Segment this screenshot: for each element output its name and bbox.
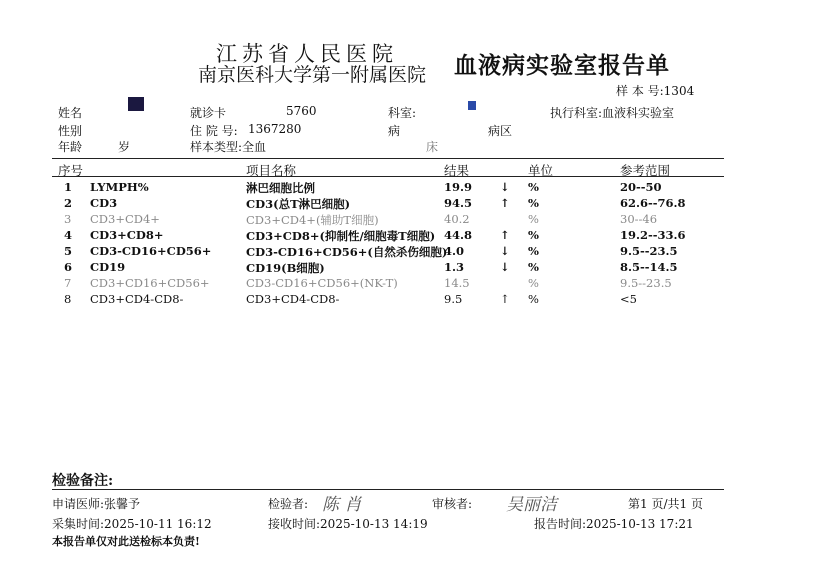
row-seq: 8 xyxy=(64,292,72,306)
executing-department: 执行科室:血液科实验室 xyxy=(550,106,675,120)
redaction-block xyxy=(128,97,144,111)
tester-label: 检验者: xyxy=(268,497,309,511)
row-result: 1.3 xyxy=(444,260,465,274)
row-code: CD3-CD16+CD56+ xyxy=(90,244,212,258)
col-header-unit: 单位 xyxy=(528,163,554,178)
row-seq: 1 xyxy=(64,180,73,194)
row-result: 40.2 xyxy=(444,212,470,226)
gender-label: 性别 xyxy=(58,124,83,138)
row-unit: % xyxy=(528,228,539,242)
page-indicator: 第1 页/共1 页 xyxy=(628,497,703,511)
row-result: 19.9 xyxy=(444,180,473,194)
collect-time: 采集时间:2025-10-11 16:12 xyxy=(52,517,212,531)
sample-type: 样本类型:全血 xyxy=(190,140,267,154)
row-unit: % xyxy=(528,276,539,290)
row-name: CD3-CD16+CD56+(自然杀伤细胞) xyxy=(246,245,448,259)
table-header-rule xyxy=(52,176,724,177)
table-row xyxy=(0,276,826,292)
report-time: 报告时间:2025-10-13 17:21 xyxy=(534,517,694,531)
table-row xyxy=(0,260,826,276)
table-row xyxy=(0,180,826,196)
hospital-name-line2: 南京医科大学第一附属医院 xyxy=(198,64,427,86)
row-seq: 7 xyxy=(64,276,72,290)
col-header-seq: 序号 xyxy=(58,163,84,178)
row-ref: 19.2--33.6 xyxy=(620,228,686,242)
row-ref: 9.5--23.5 xyxy=(620,244,678,258)
inpatient-value: 1367280 xyxy=(248,122,302,136)
col-header-result: 结果 xyxy=(444,163,470,178)
visit-card-value: 5760 xyxy=(286,104,317,118)
row-code: CD3+CD4+ xyxy=(90,212,160,226)
receive-time: 接收时间:2025-10-13 14:19 xyxy=(268,517,428,531)
row-seq: 6 xyxy=(64,260,73,274)
row-flag: ↓ xyxy=(500,260,510,274)
table-row xyxy=(0,228,826,244)
redaction-mark xyxy=(468,101,476,110)
row-unit: % xyxy=(528,196,539,210)
requesting-doctor: 申请医师:张馨予 xyxy=(52,497,141,511)
row-ref: 8.5--14.5 xyxy=(620,260,678,274)
row-name: CD3+CD4-CD8- xyxy=(246,292,340,306)
row-seq: 4 xyxy=(64,228,73,242)
row-result: 94.5 xyxy=(444,196,473,210)
row-flag: ↑ xyxy=(500,292,510,306)
reviewer-label: 审核者: xyxy=(432,497,473,511)
bed-label: 床 xyxy=(426,140,439,154)
table-row xyxy=(0,196,826,212)
table-row xyxy=(0,292,826,308)
row-unit: % xyxy=(528,260,539,274)
row-ref: 62.6--76.8 xyxy=(620,196,686,210)
row-unit: % xyxy=(528,244,539,258)
row-code: CD3+CD16+CD56+ xyxy=(90,276,210,290)
sample-number: 样 本 号:1304 xyxy=(616,84,695,98)
row-name: CD3+CD8+(抑制性/细胞毒T细胞) xyxy=(246,229,436,243)
visit-card-label: 就诊卡 xyxy=(190,106,227,120)
table-row xyxy=(0,244,826,260)
row-ref: 9.5--23.5 xyxy=(620,276,672,290)
row-flag: ↓ xyxy=(500,244,510,258)
row-result: 44.8 xyxy=(444,228,473,242)
tester-signature: 陈 肖 xyxy=(322,495,362,515)
row-ref: 30--46 xyxy=(620,212,658,226)
row-code: LYMPH% xyxy=(90,180,149,194)
remarks-label: 检验备注: xyxy=(52,473,114,489)
row-result: 9.5 xyxy=(444,292,463,306)
row-flag: ↓ xyxy=(500,180,510,194)
row-ref: 20--50 xyxy=(620,180,662,194)
ward-value: 病区 xyxy=(488,124,513,138)
col-header-item: 项目名称 xyxy=(246,163,297,178)
inpatient-label: 住 院 号: xyxy=(190,124,238,138)
row-seq: 3 xyxy=(64,212,72,226)
row-name: CD3+CD4+(辅助T细胞) xyxy=(246,213,379,227)
row-name: CD19(B细胞) xyxy=(246,261,325,275)
row-code: CD3+CD4-CD8- xyxy=(90,292,184,306)
row-seq: 2 xyxy=(64,196,73,210)
row-unit: % xyxy=(528,292,539,306)
table-row xyxy=(0,212,826,228)
row-unit: % xyxy=(528,212,539,226)
row-name: CD3-CD16+CD56+(NK-T) xyxy=(246,276,398,290)
row-seq: 5 xyxy=(64,244,73,258)
row-result: 4.0 xyxy=(444,244,465,258)
ward-label: 病 xyxy=(388,124,401,138)
row-code: CD3+CD8+ xyxy=(90,228,164,242)
row-ref: <5 xyxy=(620,292,637,306)
row-code: CD3 xyxy=(90,196,118,210)
row-name: 淋巴细胞比例 xyxy=(246,181,315,195)
row-flag: ↑ xyxy=(500,228,510,242)
row-unit: % xyxy=(528,180,539,194)
col-header-ref: 参考范围 xyxy=(620,163,671,178)
table-top-rule xyxy=(52,158,724,159)
hospital-name-line1: 江苏省人民医院 xyxy=(216,42,398,66)
remarks-rule xyxy=(52,489,724,490)
disclaimer: 本报告单仅对此送检标本负责! xyxy=(52,535,200,548)
row-name: CD3(总T淋巴细胞) xyxy=(246,197,351,211)
report-title: 血液病实验室报告单 xyxy=(454,52,670,79)
age-label: 年龄 xyxy=(58,140,83,154)
age-unit: 岁 xyxy=(118,140,131,154)
row-code: CD19 xyxy=(90,260,126,274)
row-result: 14.5 xyxy=(444,276,470,290)
department-label: 科室: xyxy=(388,106,417,120)
reviewer-signature: 吴丽洁 xyxy=(506,495,557,515)
row-flag: ↑ xyxy=(500,196,510,210)
name-label: 姓名 xyxy=(58,106,83,120)
